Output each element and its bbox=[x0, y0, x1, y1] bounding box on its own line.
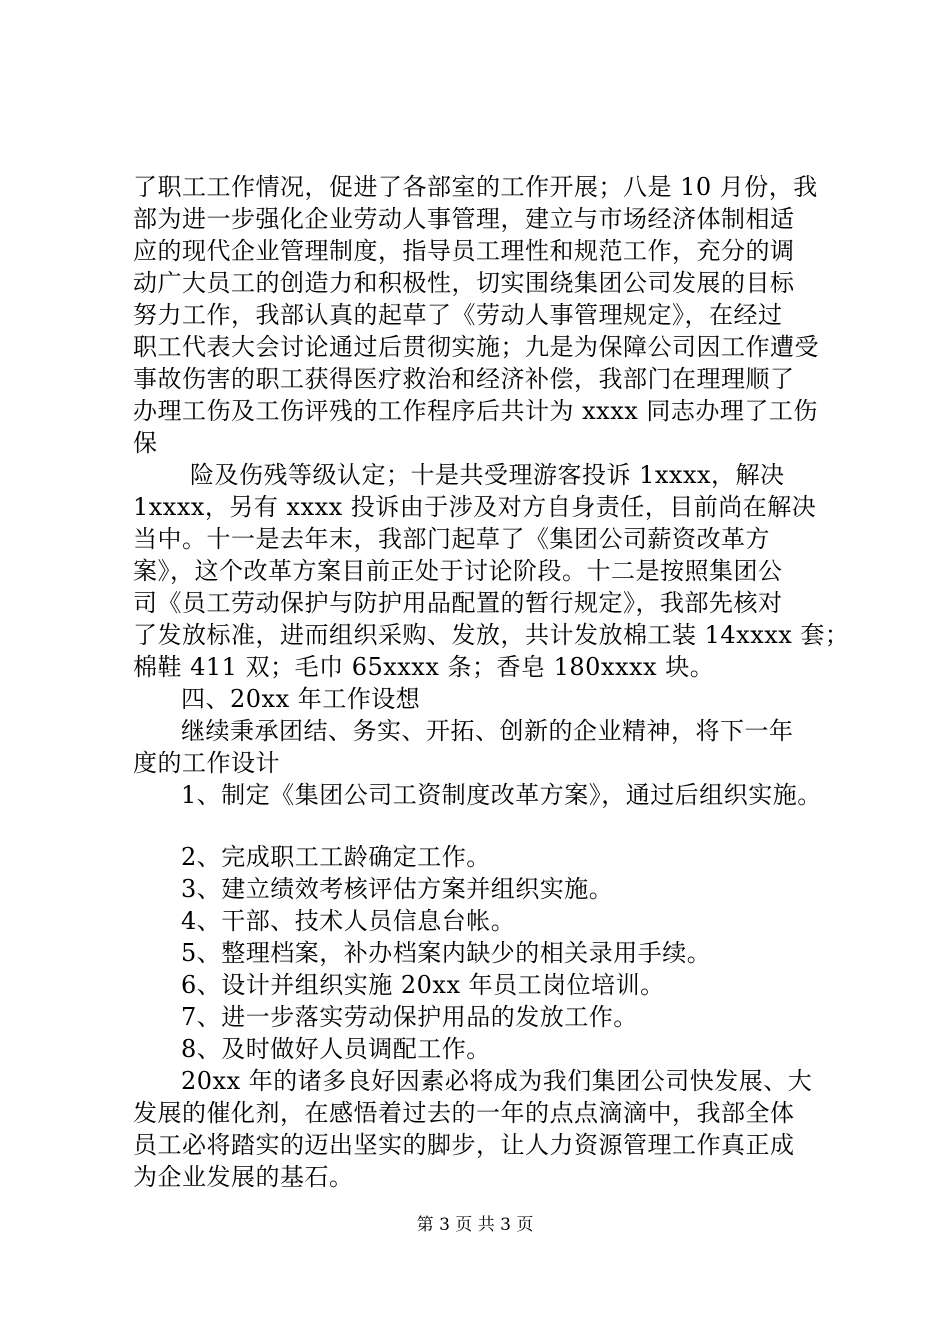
list-item: 5、整理档案，补办档案内缺少的相关录用手续。 bbox=[181, 939, 712, 967]
body-line: 事故伤害的职工获得医疗救治和经济补偿，我部门在理理顺了 bbox=[133, 365, 795, 393]
list-item: 6、设计并组织实施 20xx 年员工岗位培训。 bbox=[181, 971, 665, 999]
body-line: 保 bbox=[133, 429, 158, 457]
body-line: 度的工作设计 bbox=[133, 749, 280, 777]
body-line: 员工必将踏实的迈出坚实的脚步，让人力资源管理工作真正成 bbox=[133, 1131, 795, 1159]
body-line: 了职工工作情况，促进了各部室的工作开展；八是 10 月份，我 bbox=[133, 173, 818, 201]
body-line: 努力工作，我部认真的起草了《劳动人事管理规定》，在经过 bbox=[133, 301, 783, 329]
body-line: 棉鞋 411 双；毛巾 65xxxx 条；香皂 180xxxx 块。 bbox=[133, 653, 715, 681]
section-heading: 四、20xx 年工作设想 bbox=[181, 685, 421, 713]
body-line: 部为进一步强化企业劳动人事管理，建立与市场经济体制相适 bbox=[133, 205, 795, 233]
body-line: 发展的催化剂，在感悟着过去的一年的点点滴滴中，我部全体 bbox=[133, 1099, 795, 1127]
body-line: 20xx 年的诸多良好因素必将成为我们集团公司快发展、大 bbox=[181, 1067, 813, 1095]
list-item: 8、及时做好人员调配工作。 bbox=[181, 1035, 491, 1063]
body-line: 案》，这个改革方案目前正处于讨论阶段。十二是按照集团公 bbox=[133, 557, 783, 585]
body-line: 办理工伤及工伤评残的工作程序后共计为 xxxx 同志办理了工伤 bbox=[133, 397, 818, 425]
body-line: 险及伤残等级认定；十是共受理游客投诉 1xxxx，解决 bbox=[190, 461, 785, 489]
body-line: 继续秉承团结、务实、开拓、创新的企业精神，将下一年 bbox=[181, 717, 794, 745]
body-line: 当中。十一是去年末，我部门起草了《集团公司薪资改革方 bbox=[133, 525, 770, 553]
body-line: 司《员工劳动保护与防护用品配置的暂行规定》，我部先核对 bbox=[133, 589, 783, 617]
body-line: 为企业发展的基石。 bbox=[133, 1163, 354, 1191]
list-item: 1、制定《集团公司工资制度改革方案》，通过后组织实施。 bbox=[181, 781, 822, 809]
list-item: 3、建立绩效考核评估方案并组织实施。 bbox=[181, 875, 614, 903]
body-line: 职工代表大会讨论通过后贯彻实施；九是为保障公司因工作遭受 bbox=[133, 333, 819, 361]
body-line: 应的现代企业管理制度，指导员工理性和规范工作，充分的调 bbox=[133, 237, 795, 265]
list-item: 4、干部、技术人员信息台帐。 bbox=[181, 907, 516, 935]
body-line: 了发放标准，进而组织采购、发放，共计发放棉工装 14xxxx 套； bbox=[133, 621, 850, 649]
body-line: 动广大员工的创造力和积极性，切实围绕集团公司发展的目标 bbox=[133, 269, 795, 297]
page-footer: 第 3 页 共 3 页 bbox=[416, 1215, 534, 1235]
list-item: 2、完成职工工龄确定工作。 bbox=[181, 843, 491, 871]
list-item: 7、进一步落实劳动保护用品的发放工作。 bbox=[181, 1003, 638, 1031]
body-line: 1xxxx，另有 xxxx 投诉由于涉及对方自身责任，目前尚在解决 bbox=[133, 493, 817, 521]
